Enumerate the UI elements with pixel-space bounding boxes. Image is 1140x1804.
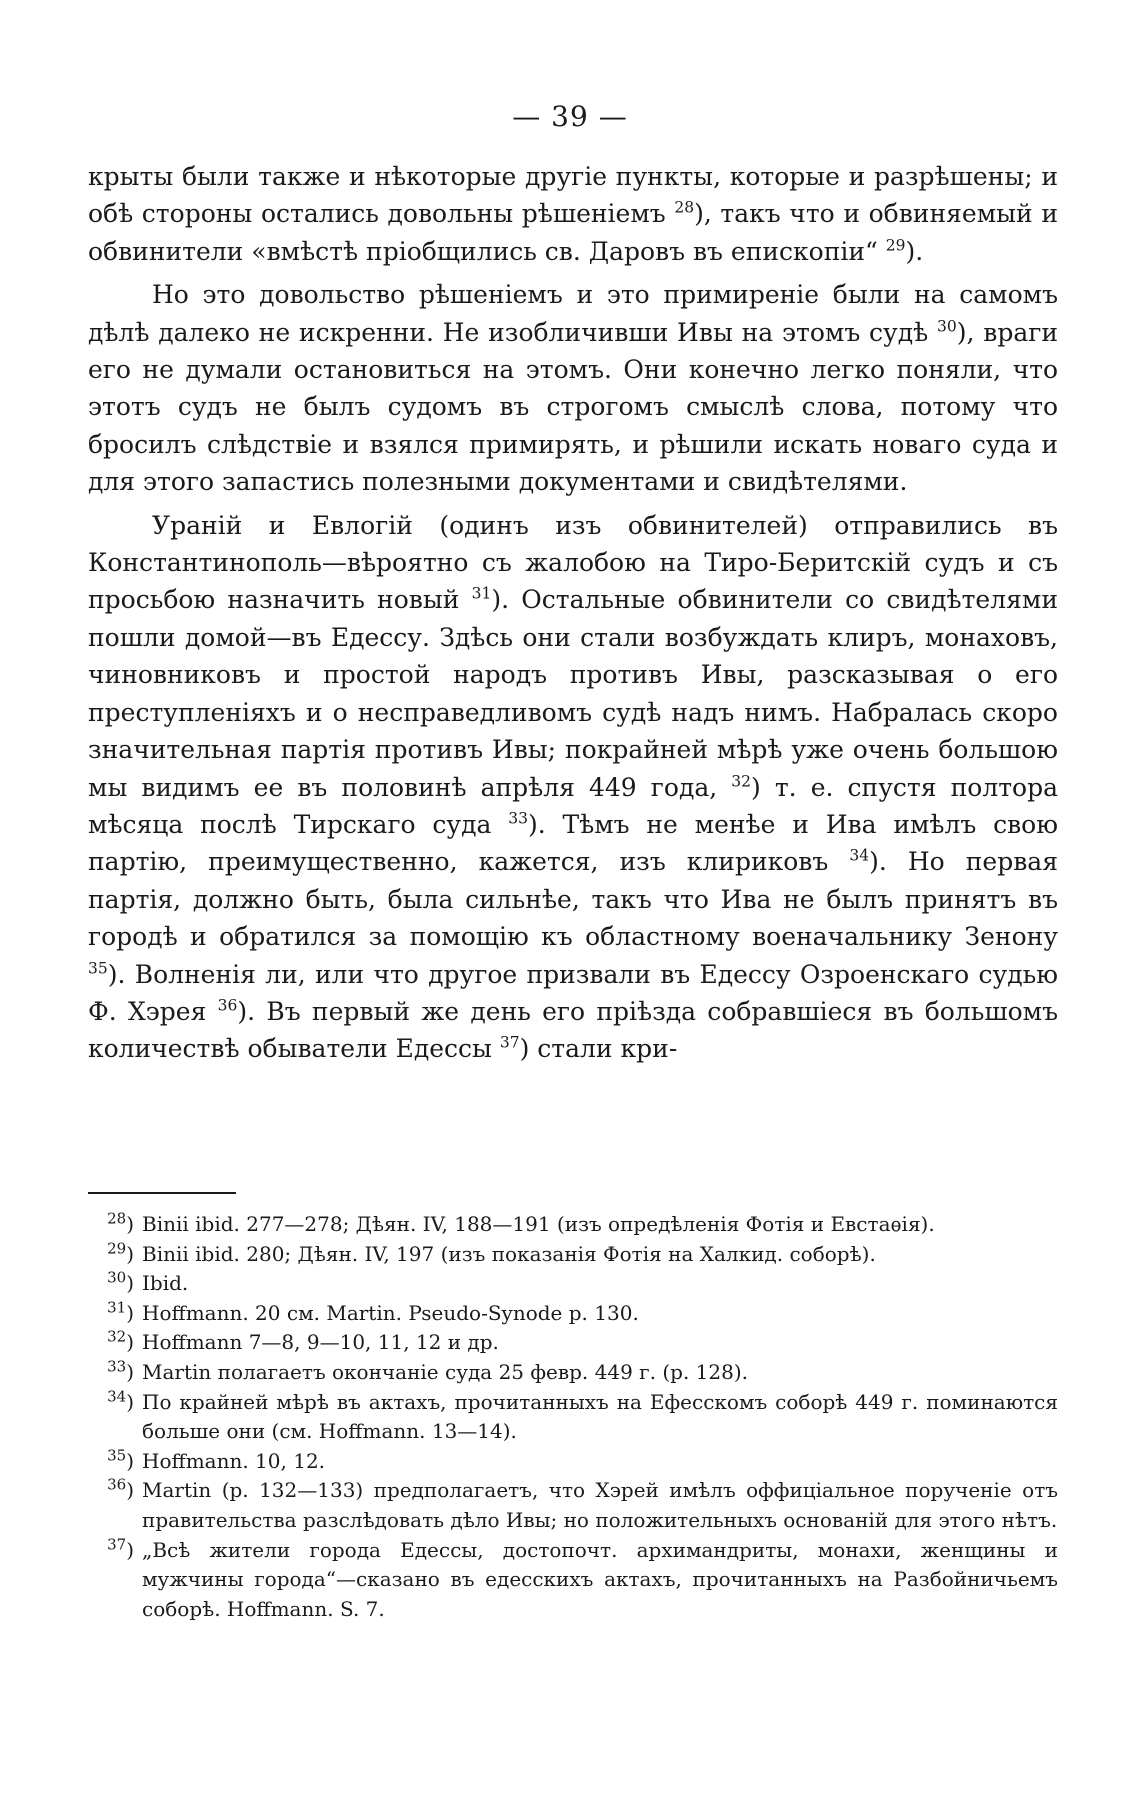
text-run: ) стали кри- — [519, 1034, 678, 1064]
footnote — [88, 1536, 1058, 1625]
paragraph — [88, 507, 1058, 1068]
footnote-number: $^{37}$) — [107, 1534, 134, 1562]
text-run: ). — [905, 236, 924, 266]
footnote — [88, 1269, 1058, 1299]
footnote-text: Hoffmann. 10, 12. — [142, 1448, 326, 1473]
text-run: ), враги его не думали остановиться на этомъ. Они конечно легко поняли, что этотъ судъ не былъ судомъ въ строгомъ смыслѣ слова, потому что бросилъ слѣдствіе и взялся примирять, и рѣшили искать новаго суда и для этого запастись полезными документами и свидѣтелями. — [88, 317, 1058, 497]
page-number: — 39 — — [512, 100, 628, 133]
footnote-number: $^{30}$) — [107, 1268, 134, 1296]
footnote-ref: 34 — [849, 846, 870, 865]
footnote — [88, 1240, 1058, 1270]
footnote-number: $^{35}$) — [107, 1446, 134, 1473]
footnote-ref: 32 — [731, 772, 752, 791]
text-run: Но это довольство рѣшеніемъ и это примиреніе были на самомъ дѣлѣ далеко не искренни. Не изобличивши Ивы на этомъ судѣ — [88, 280, 1058, 347]
footnote-number: $^{36}$) — [107, 1475, 134, 1503]
footnote-number: $^{28}$) — [107, 1209, 134, 1236]
text-run: крыты были также и нѣкоторые другіе пункты, которые и разрѣшены; и обѣ стороны остались довольны рѣшеніемъ — [88, 162, 1058, 229]
footnote-ref: 35 — [88, 959, 108, 978]
paragraph — [88, 158, 1058, 270]
footnote-number: $^{31}$) — [107, 1298, 134, 1325]
footnote-number: $^{34}$) — [107, 1386, 134, 1414]
footnote-ref: 33 — [508, 809, 528, 828]
footnote-ref: 37 — [499, 1034, 520, 1053]
footnote-text: По крайней мѣрѣ въ актахъ, прочитанныхъ на Ефесскомъ соборѣ 449 г. поминаются больше они (см. Hoffmann. 13—14). — [142, 1389, 1058, 1444]
text-run: Ураній и Евлогій (одинъ изъ обвинителей) отправились въ Константинополь—вѣроятно съ жалобою на Тиро-Беритскій судъ и съ просьбою назначить новый — [88, 510, 1058, 615]
footnote-number: $^{29}$) — [107, 1238, 134, 1266]
footnote-text: Ibid. — [142, 1271, 189, 1296]
footnote-separator — [88, 1192, 236, 1194]
footnote-text: Martin полагаетъ окончаніе суда 25 февр. 449 г. (p. 128). — [142, 1359, 749, 1384]
footnote — [88, 1388, 1058, 1447]
footnote — [88, 1447, 1058, 1477]
footnote-number: $^{33}$) — [107, 1357, 134, 1384]
main-text — [88, 158, 1058, 1068]
footnote-text: „Всѣ жители города Едессы, достопочт. архимандриты, монахи, женщины и мужчины города“—сказано въ едесскихъ актахъ, прочитанныхъ на Разбойничьемъ соборѣ. Hoffmann. S. 7. — [142, 1537, 1058, 1621]
footnote-ref: 29 — [885, 236, 906, 255]
footnote-text: Binii ibid. 280; Дѣян. IV, 197 (изъ показанія Фотія на Халкид. соборѣ). — [142, 1241, 876, 1266]
footnote-ref: 30 — [937, 317, 957, 336]
footnote-text: Martin (p. 132—133) предполагаетъ, что Хэрей имѣлъ оффиціальное порученіе отъ правительства разслѣдовать дѣло Ивы; но положительныхъ основаній для этого нѣтъ. — [142, 1478, 1058, 1532]
footnote-number: $^{32}$) — [107, 1327, 134, 1355]
footnote — [88, 1358, 1058, 1388]
footnote — [88, 1299, 1058, 1329]
text-run: ). Волненія ли, или что другое призвали въ Едессу Озроенскаго судью Ф. Хэрея — [88, 959, 1058, 1026]
footnote — [88, 1210, 1058, 1240]
text-run: ), такъ что и обвиняемый и обвинители «вмѣстѣ пріобщились св. Даровъ въ епископіи“ — [88, 199, 1058, 266]
footnote-text: Hoffmann 7—8, 9—10, 11, 12 и др. — [142, 1330, 499, 1355]
footnote-ref: 31 — [471, 585, 492, 604]
text-run: ). Остальные обвинители со свидѣтелями пошли домой—въ Едессу. Здѣсь они стали возбуждать клиръ, монаховъ, чиновниковъ и простой народъ противъ Ивы, разсказывая о его преступленіяхъ и о несправедливомъ судѣ надъ нимъ. Набралась скоро значительная партія противъ Ивы; покрайней мѣрѣ уже очень большою мы видимъ ее въ половинѣ апрѣля 449 года, — [88, 585, 1058, 802]
text-run: ). Но первая партія, должно быть, была сильнѣе, такъ что Ива не былъ принятъ въ городѣ и обратился за помощію къ областному военачальнику Зенону — [88, 847, 1058, 952]
footnote — [88, 1328, 1058, 1358]
footnote-ref: 28 — [674, 199, 695, 218]
text-run: ). Тѣмъ не менѣе и Ива имѣлъ свою партію, преимущественно, кажется, изъ клириковъ — [88, 809, 1059, 877]
footnote-text: Hoffmann. 20 см. Martin. Pseudo-Synode p. 130. — [142, 1300, 639, 1325]
footnote-text: Binii ibid. 277—278; Дѣян. IV, 188—191 (изъ опредѣленія Фотія и Евстаѳія). — [142, 1212, 935, 1236]
footnote — [88, 1476, 1058, 1535]
footnote-ref: 36 — [217, 996, 238, 1015]
text-run: ). Въ первый же день его пріѣзда собравшіеся въ большомъ количествѣ обыватели Едессы — [88, 996, 1058, 1064]
footnotes — [88, 1210, 1058, 1624]
text-run: ) т. е. спустя полтора мѣсяца послѣ Тирскаго суда — [88, 772, 1058, 839]
paragraph — [88, 276, 1058, 500]
